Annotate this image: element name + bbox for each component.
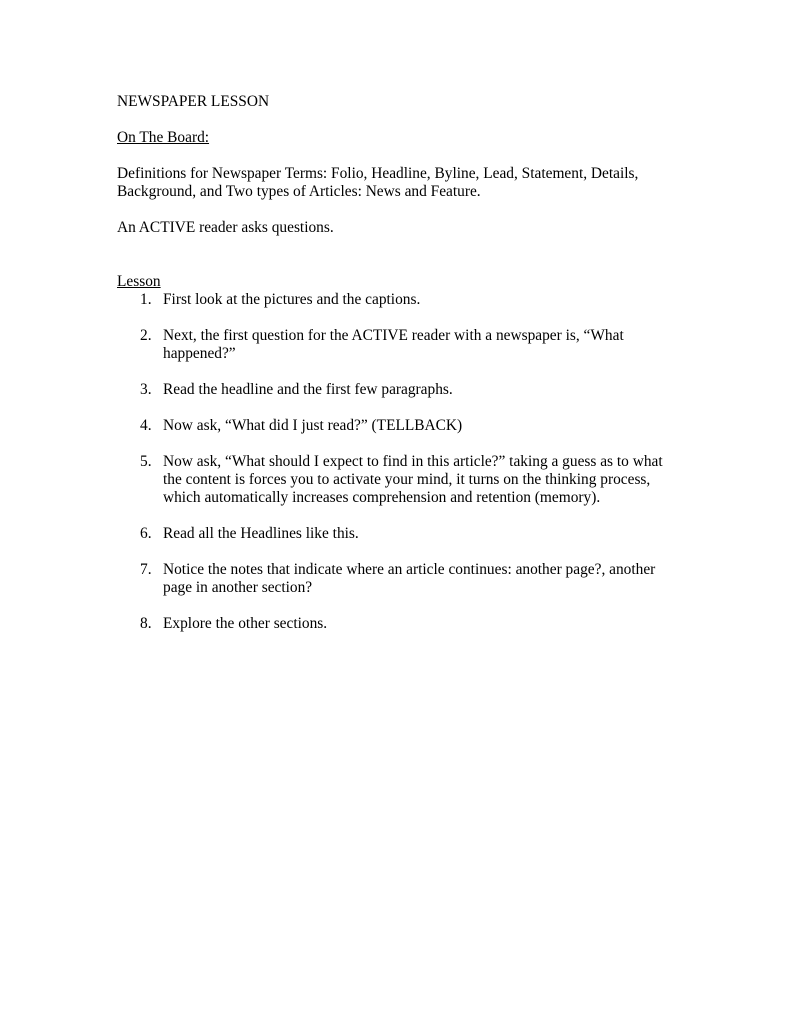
lesson-item-text: First look at the pictures and the captions. [163, 291, 421, 308]
lesson-item-text: Now ask, “What should I expect to find in this article?” taking a guess as to what the content is forces you to activate your mind, it turns on the thinking process, which automatically increases comprehension and retention (memory). [163, 453, 663, 506]
lesson-item [117, 381, 677, 399]
lesson-item-number: 4. [140, 417, 152, 434]
lesson-item-text: Notice the notes that indicate where an article continues: another page?, another page in another section? [163, 561, 656, 596]
lesson-item-number: 2. [140, 327, 152, 344]
lesson-item [117, 291, 677, 309]
lesson-item-text: Read the headline and the first few paragraphs. [163, 381, 453, 398]
lesson-item-text: Explore the other sections. [163, 615, 328, 632]
lesson-item-number: 3. [140, 381, 152, 398]
lesson-item [117, 561, 677, 597]
document-page [117, 93, 677, 651]
lesson-item-number: 6. [140, 525, 152, 542]
lesson-item-number: 1. [140, 291, 152, 308]
lesson-item-number: 7. [140, 561, 152, 578]
board-heading: On The Board: [117, 129, 210, 146]
lesson-item-number: 8. [140, 615, 152, 632]
lesson-item-text: Now ask, “What did I just read?” (TELLBACK) [163, 417, 463, 434]
lesson-item-number: 5. [140, 453, 152, 470]
lesson-item [117, 525, 677, 543]
lesson-item [117, 327, 677, 363]
lesson-list [117, 291, 677, 633]
lesson-item [117, 615, 677, 633]
lesson-item-text: Next, the first question for the ACTIVE reader with a newspaper is, “What happened?” [163, 327, 624, 362]
document-title: NEWSPAPER LESSON [117, 93, 270, 110]
definitions-paragraph: Definitions for Newspaper Terms: Folio, Headline, Byline, Lead, Statement, Details, Background, and Two types of Articles: News and Feature. [117, 165, 639, 200]
lesson-item-text: Read all the Headlines like this. [163, 525, 359, 542]
active-reader-paragraph: An ACTIVE reader asks questions. [117, 219, 334, 236]
lesson-item [117, 453, 677, 507]
lesson-heading: Lesson [117, 273, 161, 290]
lesson-item [117, 417, 677, 435]
